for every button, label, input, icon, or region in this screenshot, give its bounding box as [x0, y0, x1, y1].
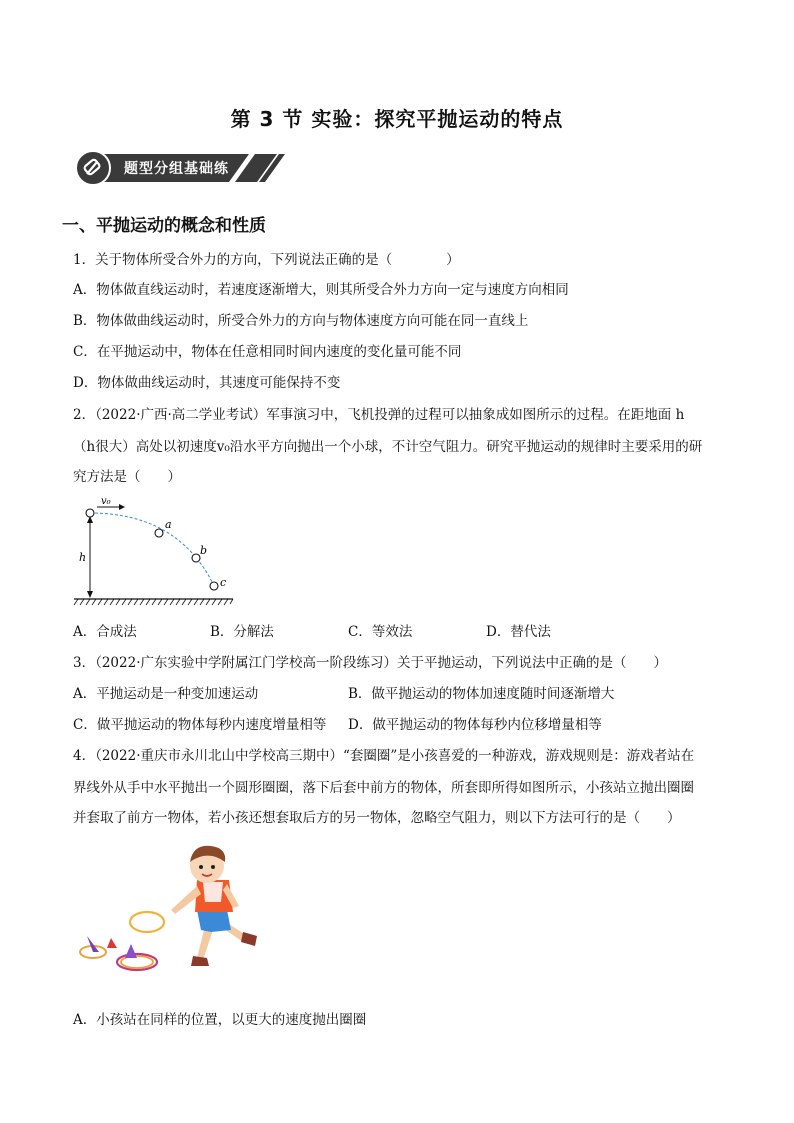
q3-option-c: C．做平抛运动的物体每秒内速度增量相等 [73, 717, 327, 733]
section-heading: 一、平抛运动的概念和性质 [62, 216, 266, 236]
q4-option-a: A．小孩站在同样的位置，以更大的速度抛出圈圈 [73, 1012, 367, 1028]
label-b: b [200, 544, 208, 557]
label-v0: v₀ [101, 496, 111, 507]
q3-option-d: D．做平抛运动的物体每秒内位移增量相等 [348, 717, 602, 733]
q2-option-a: A．合成法 [73, 624, 137, 640]
q1-option-a: A．物体做直线运动时，若速度逐渐增大，则其所受合外力方向一定与速度方向相同 [73, 282, 569, 298]
q3-option-b: B．做平抛运动的物体加速度随时间逐渐增大 [348, 686, 615, 702]
projectile-figure [70, 496, 240, 610]
banner-label: 题型分组基础练 [124, 161, 229, 177]
label-h: h [79, 551, 87, 564]
q2-option-d: D．替代法 [486, 624, 551, 640]
q2-line2: （h很大）高处以初速度v₀沿水平方向抛出一个小球，不计空气阻力。研究平抛运动的规律时主要采用的研 [73, 439, 703, 455]
q1-stem: 1．关于物体所受合外力的方向，下列说法正确的是（ ） [73, 252, 460, 268]
q2-line1: 2．（2022·广西·高二学业考试）军事演习中，飞机投弹的过程可以抽象成如图所示的过程。在距地面 h [73, 407, 685, 423]
label-c: c [220, 576, 227, 589]
q1-option-c: C．在平抛运动中，物体在任意相同时间内速度的变化量可能不同 [73, 344, 462, 360]
q1-option-d: D．物体做曲线运动时，其速度可能保持不变 [73, 375, 341, 391]
page-title: 第 3 节 实验：探究平抛运动的特点 [230, 107, 564, 131]
q4-line2: 界线外从手中水平抛出一个圆形圈圈，落下后套中前方的物体，所套即所得如图所示，小孩站立抛出圈圈 [73, 780, 694, 796]
q2-option-c: C．等效法 [348, 624, 413, 640]
ring-toss-illustration [75, 840, 275, 980]
label-a: a [165, 518, 172, 531]
q2-line3: 究方法是（ ） [73, 469, 181, 485]
q4-line1: 4．（2022·重庆市永川北山中学校高三期中）“套圈圈”是小孩喜爱的一种游戏，游戏规则是：游戏者站在 [73, 748, 695, 764]
q2-option-b: B．分解法 [210, 624, 274, 640]
q4-line3: 并套取了前方一物体，若小孩还想套取后方的另一物体，忽略空气阻力，则以下方法可行的是（ ） [73, 810, 681, 826]
q3-stem: 3．（2022·广东实验中学附属江门学校高一阶段练习）关于平抛运动，下列说法中正确的是（ ） [73, 655, 667, 671]
q1-option-b: B．物体做曲线运动时，所受合外力的方向与物体速度方向可能在同一直线上 [73, 313, 529, 329]
q3-option-a: A．平抛运动是一种变加速运动 [73, 686, 259, 702]
